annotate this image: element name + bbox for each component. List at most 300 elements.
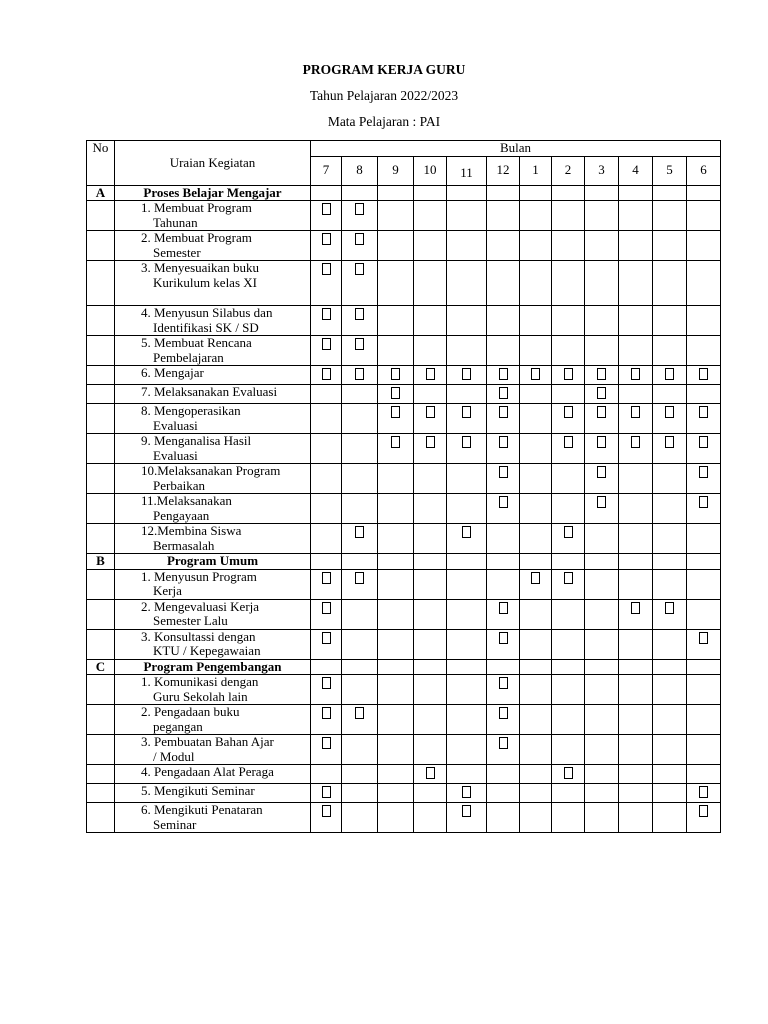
- schedule-mark-icon: [564, 572, 573, 584]
- month-cell: [619, 524, 653, 554]
- month-cell: [487, 366, 520, 385]
- month-cell: [487, 554, 520, 570]
- month-cell: [653, 231, 687, 261]
- month-cell: [520, 629, 552, 659]
- month-cell: [414, 629, 447, 659]
- activity-label-cont: Bermasalah: [153, 537, 215, 553]
- month-cell: [585, 735, 619, 765]
- month-cell: [378, 336, 414, 366]
- month-cell: [342, 434, 378, 464]
- month-cell: [585, 494, 619, 524]
- activity-label-cont: Evaluasi: [153, 447, 198, 463]
- month-cell: [342, 231, 378, 261]
- month-cell: [414, 185, 447, 201]
- month-cell: [653, 404, 687, 434]
- month-cell: [378, 659, 414, 675]
- schedule-mark-icon: [322, 632, 331, 644]
- month-cell: [585, 306, 619, 336]
- month-cell: [487, 803, 520, 833]
- subject-line: Mata Pelajaran : PAI: [327, 114, 441, 129]
- schedule-mark-icon: [462, 368, 471, 380]
- month-cell: [487, 261, 520, 306]
- schedule-mark-icon: [564, 436, 573, 448]
- activity-label: 6. Mengajar: [141, 365, 204, 380]
- month-cell: [552, 434, 585, 464]
- activity-label: 5. Membuat Rencana: [141, 335, 252, 350]
- schedule-mark-icon: [322, 786, 331, 798]
- month-cell: [487, 404, 520, 434]
- month-cell: [487, 705, 520, 735]
- month-cell: [342, 524, 378, 554]
- month-cell: [552, 659, 585, 675]
- month-cell: [520, 201, 552, 231]
- month-cell: [653, 765, 687, 784]
- month-header: 9: [378, 156, 414, 185]
- schedule-mark-icon: [355, 572, 364, 584]
- schedule-mark-icon: [499, 496, 508, 508]
- activity-label: 9. Menganalisa Hasil: [141, 433, 252, 448]
- month-cell: [619, 554, 653, 570]
- schedule-mark-icon: [597, 436, 606, 448]
- activity-label-cont: Evaluasi: [153, 417, 198, 433]
- month-cell: [342, 366, 378, 385]
- month-cell: [585, 629, 619, 659]
- month-cell: [653, 385, 687, 404]
- schedule-mark-icon: [699, 406, 708, 418]
- section-title: Proses Belajar Mengajar: [115, 185, 311, 201]
- month-cell: [487, 765, 520, 784]
- schedule-mark-icon: [322, 602, 331, 614]
- schedule-mark-icon: [699, 436, 708, 448]
- month-cell: [487, 185, 520, 201]
- month-cell: [585, 675, 619, 705]
- schedule-mark-icon: [426, 368, 435, 380]
- activity-label-cont: Kerja: [153, 583, 182, 598]
- month-cell: [487, 336, 520, 366]
- month-cell: [520, 306, 552, 336]
- month-cell: [447, 231, 487, 261]
- month-cell: [311, 385, 342, 404]
- activity-label-cont: Kurikulum kelas XI: [153, 274, 257, 290]
- month-cell: [520, 494, 552, 524]
- row-no-cell: [87, 629, 115, 659]
- activity-label: 1. Komunikasi dengan: [141, 674, 259, 689]
- activity-label: 12.Membina Siswa: [141, 523, 242, 538]
- activity-row: [87, 735, 721, 765]
- row-no-cell: [87, 765, 115, 784]
- month-cell: [552, 599, 585, 629]
- month-cell: [311, 629, 342, 659]
- month-cell: [378, 569, 414, 599]
- month-cell: [378, 201, 414, 231]
- activity-row: [87, 306, 721, 336]
- month-cell: [552, 185, 585, 201]
- schedule-mark-icon: [391, 368, 400, 380]
- month-cell: [378, 765, 414, 784]
- activity-description: [115, 569, 311, 599]
- schedule-mark-icon: [391, 436, 400, 448]
- school-year: Tahun Pelajaran 2022/2023: [309, 88, 459, 103]
- month-cell: [687, 201, 721, 231]
- month-cell: [447, 675, 487, 705]
- month-cell: [653, 629, 687, 659]
- month-cell: [447, 306, 487, 336]
- schedule-mark-icon: [499, 436, 508, 448]
- month-cell: [520, 524, 552, 554]
- month-cell: [653, 569, 687, 599]
- schedule-mark-icon: [355, 233, 364, 245]
- row-no-cell: [87, 231, 115, 261]
- month-cell: [414, 554, 447, 570]
- schedule-mark-icon: [355, 368, 364, 380]
- schedule-mark-icon: [564, 368, 573, 380]
- month-cell: [520, 464, 552, 494]
- month-cell: [653, 201, 687, 231]
- month-cell: [311, 659, 342, 675]
- month-cell: [653, 261, 687, 306]
- month-cell: [552, 705, 585, 735]
- month-cell: [653, 434, 687, 464]
- activity-label: 5. Mengikuti Seminar: [141, 783, 255, 798]
- month-cell: [653, 464, 687, 494]
- activity-row: [87, 494, 721, 524]
- row-no-cell: [87, 705, 115, 735]
- schedule-mark-icon: [426, 406, 435, 418]
- month-cell: [447, 366, 487, 385]
- month-cell: [653, 659, 687, 675]
- activity-description: [115, 599, 311, 629]
- month-cell: [585, 404, 619, 434]
- month-cell: [619, 404, 653, 434]
- schedule-mark-icon: [699, 466, 708, 478]
- row-no-cell: [87, 735, 115, 765]
- schedule-mark-icon: [426, 767, 435, 779]
- month-cell: [687, 366, 721, 385]
- activity-label: 7. Melaksanakan Evaluasi: [141, 384, 278, 399]
- activity-label: 11.Melaksanakan: [141, 493, 232, 508]
- schedule-mark-icon: [699, 786, 708, 798]
- schedule-mark-icon: [499, 387, 508, 399]
- month-cell: [619, 261, 653, 306]
- month-cell: [447, 554, 487, 570]
- activity-row: [87, 705, 721, 735]
- month-cell: [414, 675, 447, 705]
- activity-label: 4. Menyusun Silabus dan: [141, 305, 273, 320]
- month-cell: [619, 803, 653, 833]
- month-cell: [311, 675, 342, 705]
- month-cell: [342, 306, 378, 336]
- month-cell: [447, 185, 487, 201]
- month-cell: [585, 765, 619, 784]
- schedule-mark-icon: [499, 632, 508, 644]
- schedule-mark-icon: [322, 203, 331, 215]
- schedule-mark-icon: [322, 805, 331, 817]
- month-cell: [552, 554, 585, 570]
- month-cell: [687, 765, 721, 784]
- schedule-mark-icon: [322, 572, 331, 584]
- month-cell: [687, 524, 721, 554]
- activity-row: [87, 599, 721, 629]
- month-cell: [619, 306, 653, 336]
- month-cell: [311, 231, 342, 261]
- month-cell: [585, 366, 619, 385]
- month-cell: [311, 261, 342, 306]
- month-header: 5: [653, 156, 687, 185]
- month-cell: [520, 404, 552, 434]
- month-cell: [342, 675, 378, 705]
- schedule-mark-icon: [462, 805, 471, 817]
- month-header: 11: [447, 156, 487, 185]
- month-cell: [342, 201, 378, 231]
- month-cell: [378, 366, 414, 385]
- activity-label-cont: KTU / Kepegawaian: [153, 643, 261, 658]
- month-cell: [520, 735, 552, 765]
- month-cell: [585, 385, 619, 404]
- row-no-cell: [87, 803, 115, 833]
- month-cell: [447, 494, 487, 524]
- month-cell: [311, 705, 342, 735]
- month-cell: [447, 201, 487, 231]
- schedule-mark-icon: [391, 406, 400, 418]
- section-title: Program Umum: [115, 554, 311, 570]
- month-cell: [687, 554, 721, 570]
- activity-label-cont: pegangan: [153, 718, 203, 734]
- month-cell: [342, 404, 378, 434]
- month-cell: [520, 434, 552, 464]
- activity-row: [87, 803, 721, 833]
- month-cell: [378, 599, 414, 629]
- row-no-cell: [87, 524, 115, 554]
- schedule-mark-icon: [665, 602, 674, 614]
- month-cell: [619, 705, 653, 735]
- month-cell: [552, 629, 585, 659]
- month-cell: [552, 404, 585, 434]
- month-cell: [378, 404, 414, 434]
- month-cell: [520, 231, 552, 261]
- schedule-mark-icon: [597, 496, 606, 508]
- month-cell: [585, 569, 619, 599]
- activity-row: [87, 784, 721, 803]
- month-cell: [311, 784, 342, 803]
- schedule-mark-icon: [462, 786, 471, 798]
- schedule-mark-icon: [597, 406, 606, 418]
- month-cell: [687, 705, 721, 735]
- section-title: Program Pengembangan: [115, 659, 311, 675]
- row-no-cell: [87, 494, 115, 524]
- activity-row: [87, 765, 721, 784]
- activity-row: [87, 336, 721, 366]
- month-cell: [487, 629, 520, 659]
- row-no-cell: [87, 306, 115, 336]
- month-cell: [487, 231, 520, 261]
- month-cell: [378, 554, 414, 570]
- activity-description: [115, 306, 311, 336]
- activity-label-cont: Semester: [153, 244, 201, 260]
- row-no-cell: [87, 599, 115, 629]
- month-cell: [378, 261, 414, 306]
- month-cell: [552, 675, 585, 705]
- month-cell: [414, 201, 447, 231]
- row-no-cell: [87, 569, 115, 599]
- month-cell: [687, 569, 721, 599]
- schedule-mark-icon: [355, 707, 364, 719]
- month-cell: [447, 705, 487, 735]
- month-cell: [520, 366, 552, 385]
- row-no-cell: [87, 784, 115, 803]
- month-cell: [414, 659, 447, 675]
- schedule-mark-icon: [499, 368, 508, 380]
- month-cell: [378, 231, 414, 261]
- schedule-mark-icon: [699, 805, 708, 817]
- schedule-mark-icon: [462, 436, 471, 448]
- month-cell: [311, 464, 342, 494]
- month-cell: [447, 524, 487, 554]
- schedule-mark-icon: [355, 263, 364, 275]
- month-cell: [342, 569, 378, 599]
- month-cell: [585, 261, 619, 306]
- schedule-mark-icon: [699, 368, 708, 380]
- activity-row: [87, 231, 721, 261]
- work-program-table: [86, 140, 721, 833]
- month-cell: [378, 494, 414, 524]
- month-cell: [653, 705, 687, 735]
- month-cell: [378, 306, 414, 336]
- month-cell: [520, 554, 552, 570]
- month-cell: [552, 765, 585, 784]
- month-cell: [585, 784, 619, 803]
- activity-label-cont: / Modul: [153, 748, 195, 764]
- schedule-mark-icon: [699, 496, 708, 508]
- schedule-mark-icon: [499, 602, 508, 614]
- activity-label: 3. Menyesuaikan buku: [141, 260, 260, 275]
- month-cell: [414, 464, 447, 494]
- month-cell: [520, 803, 552, 833]
- month-cell: [487, 675, 520, 705]
- month-cell: [311, 336, 342, 366]
- month-cell: [487, 599, 520, 629]
- month-cell: [619, 629, 653, 659]
- row-no-cell: [87, 261, 115, 306]
- month-cell: [311, 185, 342, 201]
- schedule-mark-icon: [665, 368, 674, 380]
- activity-label-cont: Seminar: [153, 816, 197, 832]
- activity-row: [87, 385, 721, 404]
- month-header: 10: [414, 156, 447, 185]
- month-header: 6: [687, 156, 721, 185]
- month-cell: [687, 735, 721, 765]
- activity-description: [115, 434, 311, 464]
- month-cell: [378, 185, 414, 201]
- month-cell: [414, 261, 447, 306]
- month-cell: [653, 554, 687, 570]
- month-cell: [447, 784, 487, 803]
- month-cell: [653, 675, 687, 705]
- month-cell: [414, 524, 447, 554]
- month-cell: [447, 629, 487, 659]
- month-cell: [342, 803, 378, 833]
- month-cell: [687, 336, 721, 366]
- month-cell: [342, 705, 378, 735]
- schedule-mark-icon: [665, 406, 674, 418]
- activity-description: [115, 735, 311, 765]
- month-cell: [342, 336, 378, 366]
- activity-description: [115, 261, 311, 306]
- section-code: A: [87, 185, 115, 201]
- month-header: 2: [552, 156, 585, 185]
- activity-description: [115, 705, 311, 735]
- month-cell: [520, 784, 552, 803]
- month-cell: [378, 705, 414, 735]
- activity-label: 8. Mengoperasikan: [141, 403, 241, 418]
- month-cell: [487, 385, 520, 404]
- month-cell: [414, 494, 447, 524]
- month-cell: [653, 306, 687, 336]
- month-cell: [342, 494, 378, 524]
- month-cell: [520, 385, 552, 404]
- schedule-mark-icon: [355, 338, 364, 350]
- activity-row: [87, 404, 721, 434]
- month-cell: [552, 231, 585, 261]
- month-cell: [378, 434, 414, 464]
- month-cell: [342, 261, 378, 306]
- schedule-mark-icon: [499, 677, 508, 689]
- schedule-mark-icon: [462, 406, 471, 418]
- month-cell: [552, 735, 585, 765]
- schedule-mark-icon: [699, 632, 708, 644]
- schedule-mark-icon: [355, 526, 364, 538]
- activity-label-cont: Identifikasi SK / SD: [153, 319, 259, 335]
- col-header-desc: Uraian Kegiatan: [115, 141, 311, 186]
- month-cell: [552, 336, 585, 366]
- month-cell: [585, 659, 619, 675]
- activity-label: 3. Pembuatan Bahan Ajar: [141, 734, 274, 749]
- activity-row: [87, 629, 721, 659]
- month-cell: [619, 385, 653, 404]
- activity-label-cont: Semester Lalu: [153, 613, 228, 628]
- schedule-mark-icon: [665, 436, 674, 448]
- month-cell: [342, 629, 378, 659]
- activity-description: [115, 201, 311, 231]
- month-header: 8: [342, 156, 378, 185]
- schedule-mark-icon: [322, 368, 331, 380]
- section-row: [87, 659, 721, 675]
- month-cell: [585, 705, 619, 735]
- month-cell: [552, 784, 585, 803]
- month-cell: [619, 434, 653, 464]
- row-no-cell: [87, 366, 115, 385]
- month-cell: [687, 494, 721, 524]
- month-cell: [520, 261, 552, 306]
- month-cell: [447, 434, 487, 464]
- month-cell: [619, 784, 653, 803]
- month-cell: [520, 569, 552, 599]
- schedule-mark-icon: [597, 368, 606, 380]
- schedule-mark-icon: [322, 308, 331, 320]
- activity-label-cont: Pengayaan: [153, 507, 210, 523]
- month-cell: [653, 366, 687, 385]
- month-cell: [447, 261, 487, 306]
- activity-description: [115, 366, 311, 385]
- activity-row: [87, 524, 721, 554]
- activity-row: [87, 675, 721, 705]
- month-cell: [619, 675, 653, 705]
- month-cell: [619, 735, 653, 765]
- month-cell: [487, 201, 520, 231]
- month-cell: [342, 765, 378, 784]
- month-cell: [378, 784, 414, 803]
- schedule-mark-icon: [531, 368, 540, 380]
- month-cell: [447, 803, 487, 833]
